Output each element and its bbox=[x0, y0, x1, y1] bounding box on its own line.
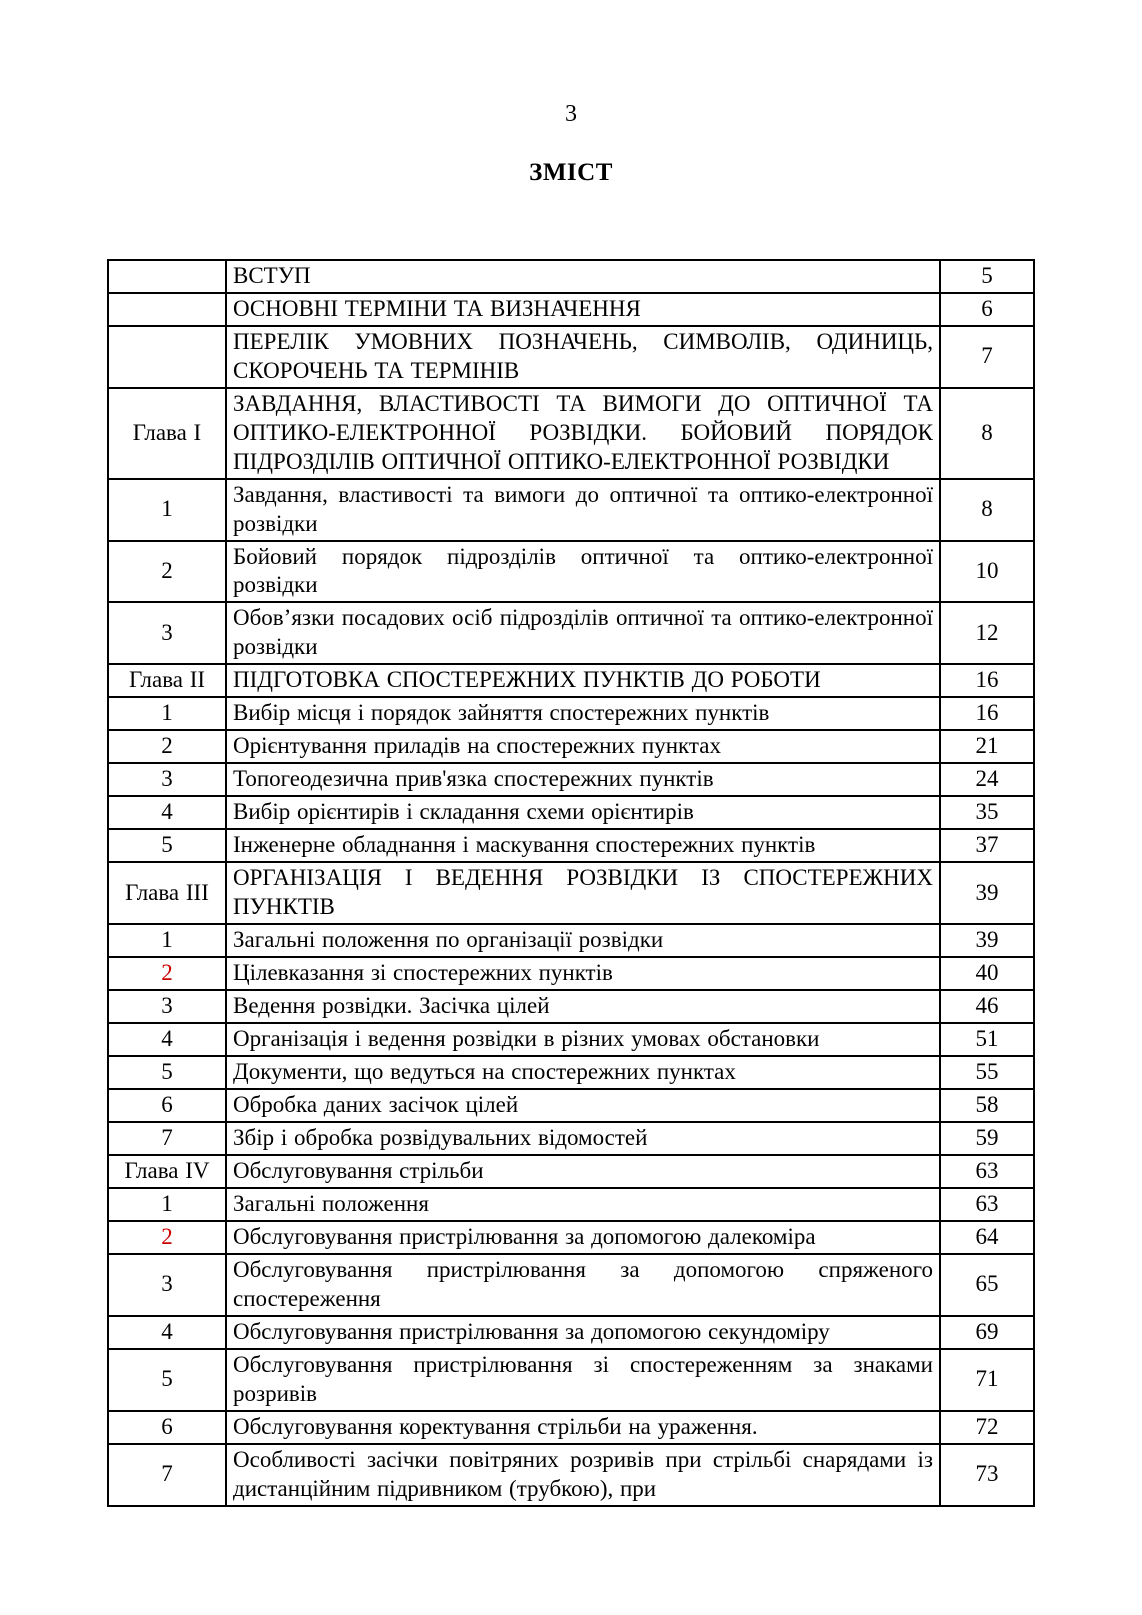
toc-row-page: 46 bbox=[940, 990, 1034, 1023]
toc-row-label: 5 bbox=[108, 829, 226, 862]
toc-row-page: 8 bbox=[940, 479, 1034, 541]
toc-row-title: Бойовий порядок підрозділів оптичної та оптико-електронної розвідки bbox=[226, 541, 940, 603]
toc-row-page: 24 bbox=[940, 763, 1034, 796]
toc-row-label bbox=[108, 326, 226, 388]
toc-row-page: 58 bbox=[940, 1089, 1034, 1122]
toc-row-label: 5 bbox=[108, 1056, 226, 1089]
toc-row-page: 63 bbox=[940, 1188, 1034, 1221]
toc-row-label: 3 bbox=[108, 990, 226, 1023]
toc-row-label: 2 bbox=[108, 957, 226, 990]
toc-row-title: ПІДГОТОВКА СПОСТЕРЕЖНИХ ПУНКТІВ ДО РОБОТИ bbox=[226, 664, 940, 697]
toc-row-title: Обробка даних засічок цілей bbox=[226, 1089, 940, 1122]
toc-row-page: 12 bbox=[940, 602, 1034, 664]
toc-row-page: 39 bbox=[940, 924, 1034, 957]
toc-row bbox=[108, 1349, 1034, 1411]
toc-row-title: Обслуговування коректування стрільби на ураження. bbox=[226, 1411, 940, 1444]
toc-row bbox=[108, 664, 1034, 697]
toc-row-label: 7 bbox=[108, 1444, 226, 1506]
toc-row bbox=[108, 1089, 1034, 1122]
toc-row-page: 73 bbox=[940, 1444, 1034, 1506]
toc-row-page: 16 bbox=[940, 697, 1034, 730]
toc-row-label: Глава II bbox=[108, 664, 226, 697]
toc-row-title: Вибір орієнтирів і складання схеми орієнтирів bbox=[226, 796, 940, 829]
toc-row bbox=[108, 990, 1034, 1023]
toc-row-title: Організація і ведення розвідки в різних умовах обстановки bbox=[226, 1023, 940, 1056]
toc-row-title: Загальні положення bbox=[226, 1188, 940, 1221]
toc-row-label: 4 bbox=[108, 796, 226, 829]
toc-row bbox=[108, 1254, 1034, 1316]
toc-row-label: 3 bbox=[108, 1254, 226, 1316]
toc-row-label bbox=[108, 293, 226, 326]
toc-row bbox=[108, 1155, 1034, 1188]
page-number: 3 bbox=[565, 101, 577, 127]
toc-row-page: 6 bbox=[940, 293, 1034, 326]
toc-row bbox=[108, 1023, 1034, 1056]
toc-row-label: 1 bbox=[108, 924, 226, 957]
page-title: ЗМІСТ bbox=[529, 158, 613, 186]
toc-row-page: 21 bbox=[940, 730, 1034, 763]
toc-row-title: Обов’язки посадових осіб підрозділів оптичної та оптико-електронної розвідки bbox=[226, 602, 940, 664]
toc-row-page: 16 bbox=[940, 664, 1034, 697]
toc-row-title: ОРГАНІЗАЦІЯ І ВЕДЕННЯ РОЗВІДКИ ІЗ СПОСТЕРЕЖНИХ ПУНКТІВ bbox=[226, 862, 940, 924]
toc-row-page: 65 bbox=[940, 1254, 1034, 1316]
toc-row-title: Завдання, властивості та вимоги до оптичної та оптико-електронної розвідки bbox=[226, 479, 940, 541]
toc-row-title: ПЕРЕЛІК УМОВНИХ ПОЗНАЧЕНЬ, СИМВОЛІВ, ОДИНИЦЬ, СКОРОЧЕНЬ ТА ТЕРМІНІВ bbox=[226, 326, 940, 388]
toc-row bbox=[108, 1411, 1034, 1444]
toc-row-page: 8 bbox=[940, 388, 1034, 479]
toc-row-title: Орієнтування приладів на спостережних пунктах bbox=[226, 730, 940, 763]
toc-row-title: Ведення розвідки. Засічка цілей bbox=[226, 990, 940, 1023]
toc-row-title: Документи, що ведуться на спостережних пунктах bbox=[226, 1056, 940, 1089]
toc-table bbox=[107, 259, 1035, 1507]
toc-row-title: Вибір місця і порядок зайняття спостережних пунктів bbox=[226, 697, 940, 730]
toc-row-label: Глава IV bbox=[108, 1155, 226, 1188]
toc-row bbox=[108, 260, 1034, 293]
toc-row bbox=[108, 1316, 1034, 1349]
toc-row-label bbox=[108, 260, 226, 293]
toc-row-title: ОСНОВНІ ТЕРМІНИ ТА ВИЗНАЧЕННЯ bbox=[226, 293, 940, 326]
toc-row-label: 2 bbox=[108, 1221, 226, 1254]
toc-row-label: 3 bbox=[108, 602, 226, 664]
toc-row bbox=[108, 1444, 1034, 1506]
toc-row-title: ВСТУП bbox=[226, 260, 940, 293]
toc-row-title: Обслуговування пристрілювання зі спостереженням за знаками розривів bbox=[226, 1349, 940, 1411]
toc-row-label: 6 bbox=[108, 1411, 226, 1444]
toc-row-label: 1 bbox=[108, 697, 226, 730]
toc-row bbox=[108, 862, 1034, 924]
toc-row-label: 5 bbox=[108, 1349, 226, 1411]
toc-row-label: Глава III bbox=[108, 862, 226, 924]
toc-row-page: 63 bbox=[940, 1155, 1034, 1188]
toc-row-page: 59 bbox=[940, 1122, 1034, 1155]
toc-row-page: 35 bbox=[940, 796, 1034, 829]
toc-row bbox=[108, 541, 1034, 603]
toc-row-title: Обслуговування пристрілювання за допомогою секундоміру bbox=[226, 1316, 940, 1349]
toc-row-title: Обслуговування пристрілювання за допомогою далекоміра bbox=[226, 1221, 940, 1254]
toc-row bbox=[108, 829, 1034, 862]
toc-row-label: 1 bbox=[108, 479, 226, 541]
toc-row-page: 72 bbox=[940, 1411, 1034, 1444]
toc-row-title: Обслуговування пристрілювання за допомогою спряженого спостереження bbox=[226, 1254, 940, 1316]
toc-row-page: 71 bbox=[940, 1349, 1034, 1411]
toc-row-label: 6 bbox=[108, 1089, 226, 1122]
toc-row-title: Обслуговування стрільби bbox=[226, 1155, 940, 1188]
toc-row bbox=[108, 796, 1034, 829]
toc-row bbox=[108, 388, 1034, 479]
toc-row bbox=[108, 957, 1034, 990]
toc-row bbox=[108, 1056, 1034, 1089]
toc-row bbox=[108, 697, 1034, 730]
toc-row bbox=[108, 1188, 1034, 1221]
toc-row-title: ЗАВДАННЯ, ВЛАСТИВОСТІ ТА ВИМОГИ ДО ОПТИЧНОЇ ТА ОПТИКО-ЕЛЕКТРОННОЇ РОЗВІДКИ. БОЙОВИЙ ПОРЯДОК ПІДРОЗДІЛІВ ОПТИЧНОЇ ОПТИКО-ЕЛЕКТРОННОЇ РОЗВІДКИ bbox=[226, 388, 940, 479]
toc-row-title: Цілевказання зі спостережних пунктів bbox=[226, 957, 940, 990]
toc-row-page: 39 bbox=[940, 862, 1034, 924]
toc-row bbox=[108, 293, 1034, 326]
toc-row-page: 55 bbox=[940, 1056, 1034, 1089]
toc-row-label: 4 bbox=[108, 1023, 226, 1056]
toc-row-title: Топогеодезична прив'язка спостережних пунктів bbox=[226, 763, 940, 796]
toc-row-label: 7 bbox=[108, 1122, 226, 1155]
toc-row bbox=[108, 602, 1034, 664]
toc-row bbox=[108, 479, 1034, 541]
toc-row bbox=[108, 763, 1034, 796]
toc-row bbox=[108, 924, 1034, 957]
toc-row bbox=[108, 1122, 1034, 1155]
toc-row-title: Особливості засічки повітряних розривів при стрільбі снарядами із дистанційним підривником (трубкою), при bbox=[226, 1444, 940, 1506]
toc-row bbox=[108, 1221, 1034, 1254]
toc-row-label: 1 bbox=[108, 1188, 226, 1221]
toc-row-label: Глава I bbox=[108, 388, 226, 479]
toc-row-title: Інженерне обладнання і маскування спостережних пунктів bbox=[226, 829, 940, 862]
toc-row-page: 64 bbox=[940, 1221, 1034, 1254]
toc-row-label: 2 bbox=[108, 730, 226, 763]
toc-row-page: 69 bbox=[940, 1316, 1034, 1349]
toc-row-label: 2 bbox=[108, 541, 226, 603]
toc-row-page: 5 bbox=[940, 260, 1034, 293]
toc-row bbox=[108, 730, 1034, 763]
toc-row-label: 4 bbox=[108, 1316, 226, 1349]
toc-row-page: 7 bbox=[940, 326, 1034, 388]
toc-row-page: 40 bbox=[940, 957, 1034, 990]
toc-row-page: 10 bbox=[940, 541, 1034, 603]
toc-row-label: 3 bbox=[108, 763, 226, 796]
toc-row bbox=[108, 326, 1034, 388]
toc-row-page: 37 bbox=[940, 829, 1034, 862]
toc-row-title: Збір і обробка розвідувальних відомостей bbox=[226, 1122, 940, 1155]
toc-body bbox=[108, 260, 1034, 1506]
toc-row-title: Загальні положення по організації розвідки bbox=[226, 924, 940, 957]
toc-row-page: 51 bbox=[940, 1023, 1034, 1056]
